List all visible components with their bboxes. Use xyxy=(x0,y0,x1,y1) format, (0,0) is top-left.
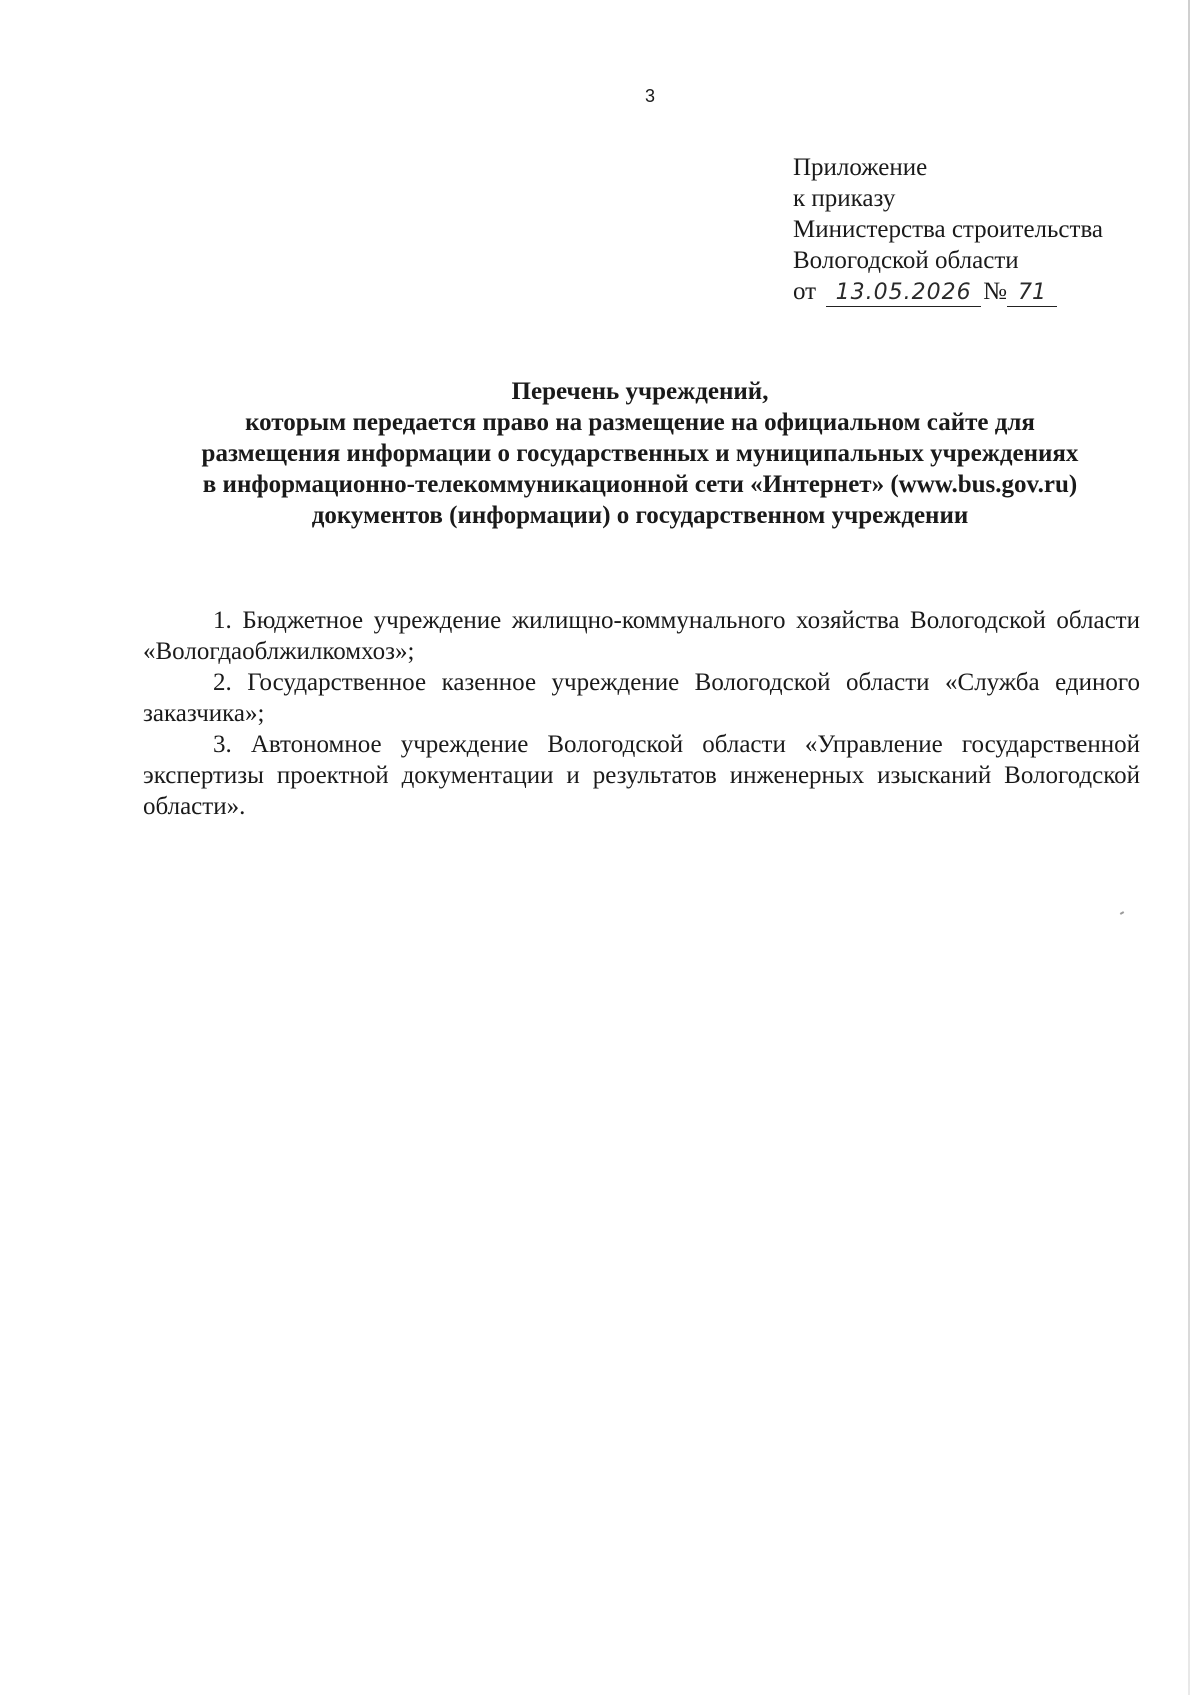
page-number: 3 xyxy=(644,86,655,106)
appendix-line-2: к приказу xyxy=(793,185,896,212)
institution-list xyxy=(143,605,1140,822)
title-line-4: в информационно-телекоммуникационной сети «Интернет» (www.bus.gov.ru) xyxy=(202,471,1078,498)
scan-edge-shadow xyxy=(1188,0,1190,1695)
title-line-5: документов (информации) о государственном учреждении xyxy=(311,502,969,529)
order-line xyxy=(793,276,1103,307)
list-item: 3. Автономное учреждение Вологодской области «Управление государственной экспертизы проектной документации и результатов инженерных изысканий Вологодской области». xyxy=(143,731,1140,820)
order-date-handwritten: 13.05.2026 xyxy=(826,280,981,307)
document-title xyxy=(140,376,1140,531)
order-number-handwritten: 71 xyxy=(1007,280,1057,307)
title-line-1: Перечень учреждений, xyxy=(511,378,769,405)
scan-speck xyxy=(1120,911,1124,915)
title-line-2: которым передается право на размещение на официальном сайте для xyxy=(245,409,1035,436)
order-from-label: от xyxy=(793,278,817,305)
list-item: 1. Бюджетное учреждение жилищно-коммунального хозяйства Вологодской области «Вологдаоблжилкомхоз»; xyxy=(143,607,1140,665)
appendix-line-3: Министерства строительства xyxy=(793,216,1104,243)
appendix-block xyxy=(793,152,1103,307)
title-line-3: размещения информации о государственных и муниципальных учреждениях xyxy=(201,440,1079,467)
appendix-line-4: Вологодской области xyxy=(793,247,1019,274)
list-item: 2. Государственное казенное учреждение Вологодской области «Служба единого заказчика»; xyxy=(143,669,1140,727)
order-number-label: № xyxy=(983,278,1007,305)
appendix-line-1: Приложение xyxy=(793,154,928,181)
